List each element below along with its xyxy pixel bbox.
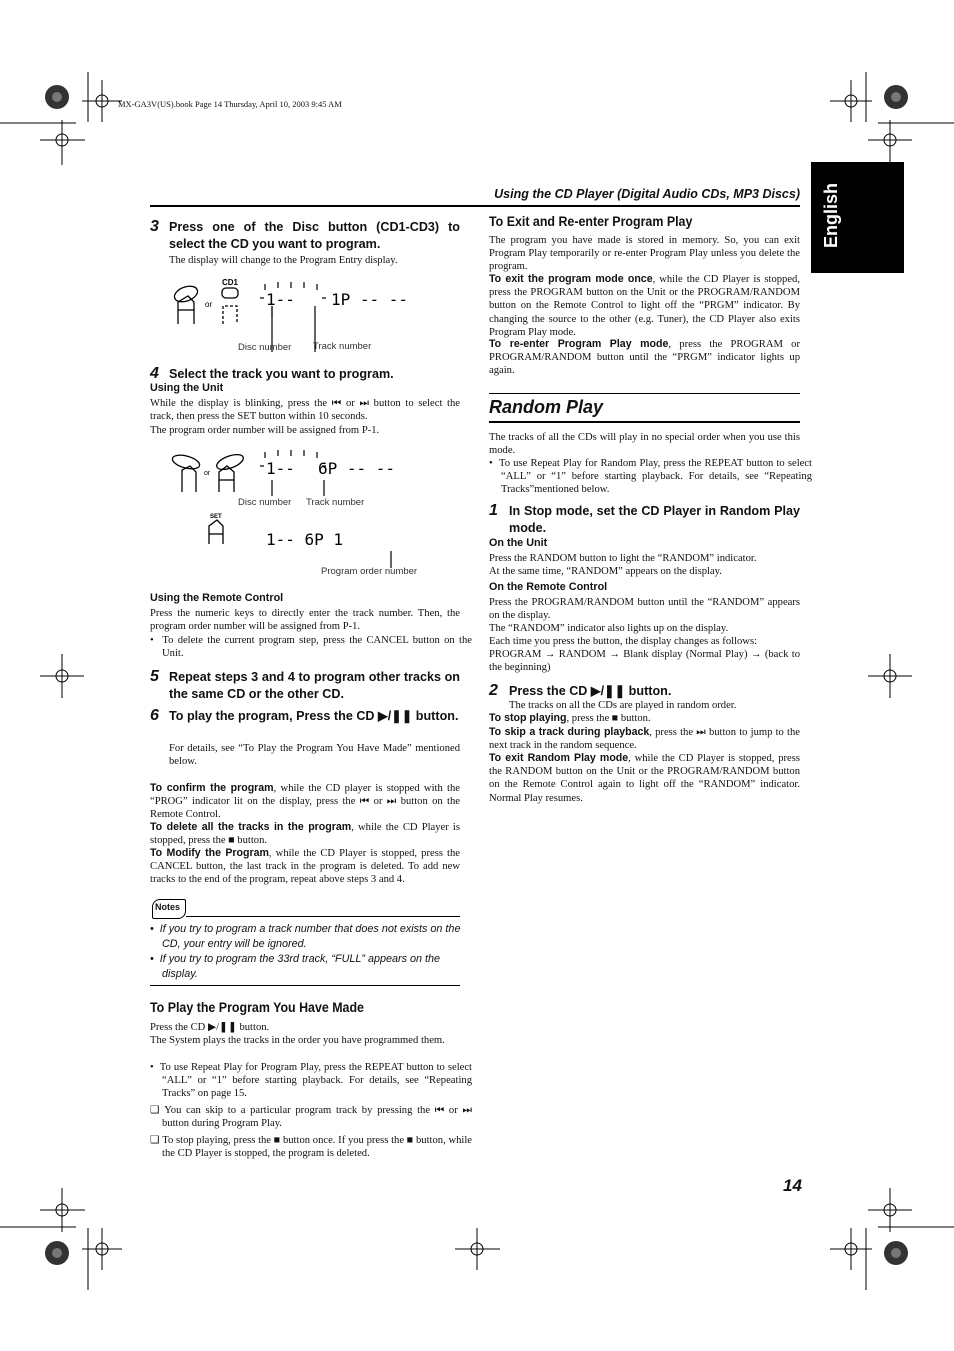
random-skip-label: To skip a track during playback [489,726,650,738]
random-stop-text [489,712,800,725]
fig1-or: or [205,300,213,309]
random-step-2-title: Press the CD ▶/❚❚ button. [509,684,672,698]
delete-body: , while the CD Player is stopped, press the ■ button. [150,822,460,847]
fig1-display-left: 1-- [266,290,295,309]
confirm-program-text [150,782,460,822]
random-step-1-number: 1 [489,502,498,519]
fig1-track-number-label: Track number [313,341,372,352]
step-4-title: Select the track you want to program. [169,367,394,381]
random-skip-body: , press the ⏭ button to jump to the next track in the random sequence. [489,727,800,752]
random-unit-text-1: Press the RANDOM button to light the “RANDOM” indicator. [489,553,757,564]
step-3-text: The display will change to the Program Entry display. [169,255,398,266]
fig2-display-order: 1-- 6P 1 [266,530,344,549]
fig2-disc-number-label: Disc number [238,497,292,508]
step-6-text: For details, see “To Play the Program You Have Made” mentioned below. [169,743,460,768]
random-exit-text [489,752,800,805]
fig2-or: or [204,470,211,477]
play-program-bullet-text: To use Repeat Play for Program Play, press the REPEAT button to select “ALL” or “1” before starting playback. For details, see “Repeating Tracks” on page 15. [159,1062,472,1100]
reenter-program-body: , press the PROGRAM or PROGRAM/RANDOM button until the “PRGM” indicator lights up again. [489,339,800,377]
step-3-title: Press one of the Disc button (CD1-CD3) to select the CD you want to program. [169,220,460,251]
exit-reenter-heading: To Exit and Re-enter Program Play [489,214,693,229]
play-program-tip-2-text: To stop playing, press the ■ button once. If you press the ■ button, while the CD Player is stopped, the program is deleted. [162,1135,472,1160]
play-program-tip-2: ❑ To stop playing, press the ■ button once. If you press the ■ button, while the CD Player is stopped, the program is deleted. [150,1135,472,1160]
note-item-2-text: If you try to program the 33rd track, “FULL” appears on the display. [159,953,441,980]
step-4-number: 4 [150,365,159,382]
play-program-tip-1: ❑ You can skip to a particular program track by pressing the ⏮ or ⏭ button during Program Play. [150,1105,472,1130]
modify-label: To Modify the Program [150,847,269,859]
reenter-program-label: To re-enter Program Play mode [489,338,669,350]
remote-bullet: • To delete the current program step, press the CANCEL button on the Unit. [150,635,472,660]
on-the-remote-heading: On the Remote Control [489,581,608,593]
random-step-2-number: 2 [489,682,498,699]
header-rule [150,205,800,207]
using-remote-heading: Using the Remote Control [150,592,284,604]
exit-program-mode [489,273,800,339]
track-selection-figure [168,444,458,574]
remote-bullet-text: To delete the current program step, press the CANCEL button on the Unit. [162,635,472,660]
modify-program-text [150,847,460,887]
exit-reenter-p1: The program you have made is stored in memory. So, you can exit Program Play temporarily or re-enter Program Play unless you delete the program. [489,235,800,273]
notes-top-rule [186,916,460,917]
random-stop-body: , press the ■ button. [566,713,651,724]
random-display-sequence: PROGRAM → RANDOM → Blank display (Normal Play) → (back to the beginning) [489,649,800,674]
play-program-p2: The System plays the tracks in the order you have programmed them. [150,1035,445,1046]
modify-body: , while the CD Player is stopped, press the CANCEL button, the last track in the program is deleted. To add new tracks to the end of the program, repeat above steps 3 and 4. [150,848,460,886]
confirm-body: , while the CD player is stopped with the “PROG” indicator lit on the display, press the ⏮ or ⏭ button on the Remote Control. [150,783,460,821]
random-stop-label: To stop playing [489,712,567,724]
random-remote-text-1: Press the PROGRAM/RANDOM button until the “RANDOM” appears on the display. [489,597,800,622]
play-program-p1: Press the CD ▶/❚❚ button. [150,1022,270,1033]
page-number: 14 [783,1176,802,1195]
delete-label: To delete all the tracks in the program [150,821,352,833]
notes-icon-label: Notes [155,902,181,912]
random-unit-text-2: At the same time, “RANDOM” appears on the display. [489,566,722,577]
random-exit-label: To exit Random Play mode [489,752,629,764]
random-step-2-text: The tracks on all the CDs are played in random order. [509,700,737,711]
random-step-1-title: In Stop mode, set the CD Player in Random Play mode. [509,504,800,535]
step-5-number: 5 [150,668,159,685]
random-bullet: • To use Repeat Play for Random Play, press the REPEAT button to select “ALL” or “1” before starting playback. For details, see “Repeating Tracks”mentioned below. [489,458,812,496]
exit-program-label: To exit the program mode once [489,273,653,285]
delete-program-text [150,821,460,847]
using-the-unit-heading: Using the Unit [150,382,224,394]
step-6-number: 6 [150,707,159,724]
step-6-title: To play the program, Press the CD ▶/❚❚ button. [169,709,459,723]
fig2-display-right: 6P -- -- [318,459,396,478]
fig2-display-left: 1-- [266,459,295,478]
random-skip-text [489,726,800,752]
random-bullet-text: To use Repeat Play for Random Play, press the REPEAT button to select “ALL” or “1” before starting playback. For details, see “Repeating Tracks”mentioned below. [499,458,812,496]
random-exit-body: , while the CD Player is stopped, press the RANDOM button on the Unit or the PROGRAM/RANDOM button on the Remote Control again to light off the “RANDOM” indicator. Normal Play resumes. [489,753,800,804]
step-5-title: Repeat steps 3 and 4 to program other tracks on the same CD or the other CD. [169,670,460,701]
set-label: SET [210,514,222,520]
random-play-heading: Random Play [489,397,604,417]
book-header: MX-GA3V(US).book Page 14 Thursday, April 10, 2003 9:45 AM [118,99,342,109]
play-program-tip-1-text: You can skip to a particular program track by pressing the ⏮ or ⏭ button during Program Play. [162,1105,472,1130]
random-remote-text-3: Each time you press the button, the display changes as follows: [489,636,758,647]
random-top-rule [489,393,800,394]
fig2-track-number-label: Track number [306,497,365,508]
note-item-1: • If you try to program a track number that does not exists on the CD, your entry will be ignored. [150,923,461,950]
running-header: Using the CD Player (Digital Audio CDs, MP3 Discs) [494,187,800,201]
fig1-disc-number-label: Disc number [238,342,292,353]
note-item-1-text: If you try to program a track number that does not exists on the CD, your entry will be ignored. [159,923,461,950]
remote-text: Press the numeric keys to directly enter the track number. Then, the program order number will be assigned from P-1. [150,608,460,633]
language-tab-label: English [821,182,841,248]
play-program-bullet: • To use Repeat Play for Program Play, press the REPEAT button to select “ALL” or “1” before starting playback. For details, see “Repeating Tracks” on page 15. [150,1062,472,1100]
language-tab [811,162,904,273]
notes-bottom-rule [150,985,460,986]
notes-icon [152,899,186,919]
program-entry-figure [168,272,428,352]
exit-program-body: , while the CD Player is stopped, press the PROGRAM button on the Unit or the PROGRAM/RANDOM button on the Remote Control to light off the “PRGM” indicator. By changing the source to the other (e.g. Tuner), the CD Player also exits Program Play mode. [489,274,801,338]
fig1-display-right: 1P -- -- [331,290,409,309]
program-order-number-label: Program order number [321,566,418,577]
step-4-text-2: The program order number will be assigned from P-1. [150,425,380,436]
play-program-heading: To Play the Program You Have Made [150,1000,364,1015]
note-item-2: • If you try to program the 33rd track, “FULL” appears on the display. [150,953,441,980]
cd1-label: CD1 [222,278,239,287]
step-3-number: 3 [150,218,159,235]
random-intro: The tracks of all the CDs will play in no special order when you use this mode. [489,432,800,457]
on-the-unit-heading: On the Unit [489,537,548,549]
step-4-text-1: While the display is blinking, press the ⏮ or ⏭ button to select the track, then press the SET button within 10 seconds. [150,398,460,423]
reenter-program-mode [489,338,800,378]
confirm-label: To confirm the program [150,782,274,794]
random-remote-text-2: The “RANDOM” indicator also lights up on the display. [489,623,729,634]
random-bottom-rule [489,421,800,423]
